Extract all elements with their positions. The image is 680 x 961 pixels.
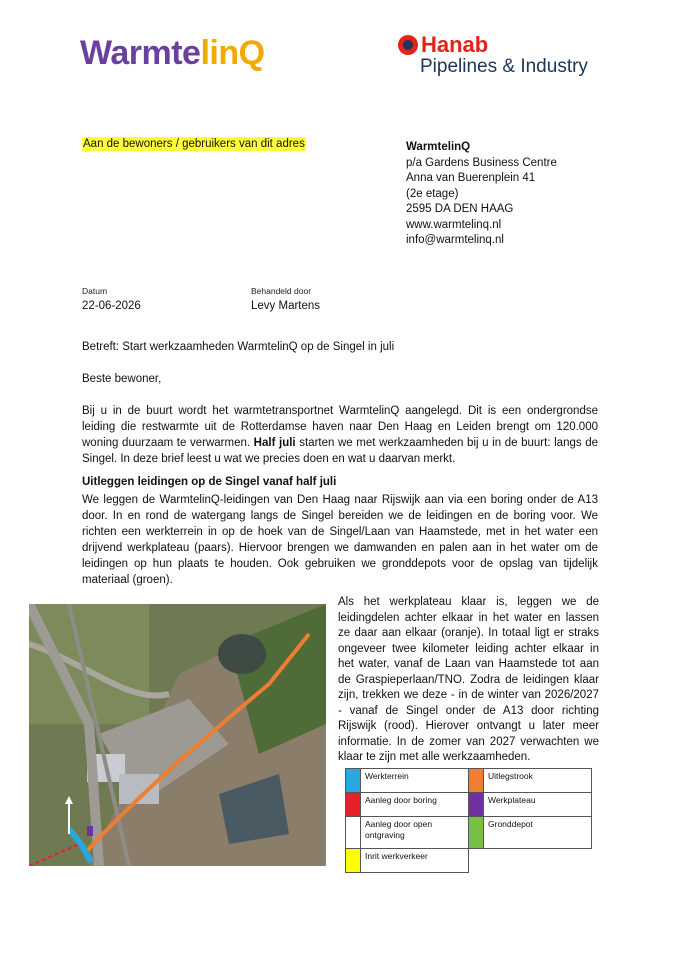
intro-text-1: Bij u in de buurt wordt het warmtetransportnet WarmtelinQ aangelegd. Dit is een ondergrondse leiding die restwarmte uit de Rotterdamse haven naar Den Haag en Leiden brengt om 120.000 woning duurzaam te verwarmen. <box>82 405 598 449</box>
legend-swatch-werkterrein <box>346 769 361 793</box>
date-label: Datum <box>82 286 108 296</box>
sender-line: 2595 DA DEN HAAG <box>406 203 514 215</box>
date-block <box>82 286 141 312</box>
legend-label: Gronddepot <box>484 817 592 849</box>
intro-text-2: starten we met werkzaamheden bij u in de buurt: langs de Singel. In deze brief leest u wat we precies doen en wat u daarvan merkt. <box>82 437 599 465</box>
legend-swatch-werkplateau <box>469 793 484 817</box>
sender-line: p/a Gardens Business Centre <box>406 156 557 169</box>
legend-swatch-gronddepot <box>469 817 484 849</box>
sender-line: Anna van Buerenplein 41 <box>406 172 536 184</box>
legend-swatch-inrit <box>346 849 361 873</box>
legend-label: Werkplateau <box>484 793 592 817</box>
aerial-map-photo <box>29 604 326 866</box>
legend-label: Aanleg door open ontgraving <box>361 817 469 849</box>
hanab-logo <box>398 34 588 78</box>
intro-paragraph <box>82 403 598 467</box>
greeting: Beste bewoner, <box>82 373 162 385</box>
logo-warmte-part: Warmte <box>80 34 201 72</box>
legend-label: Werkterrein <box>361 769 469 793</box>
map-legend <box>345 768 592 873</box>
legend-row <box>346 769 592 793</box>
date-value: 22-06-2026 <box>82 300 141 312</box>
section-heading: Uitleggen leidingen op de Singel vanaf half juli <box>82 476 337 488</box>
legend-label: Uitlegstrook <box>484 769 592 793</box>
hanab-name: Hanab <box>421 32 489 57</box>
handled-by-label: Behandeld door <box>251 286 312 296</box>
sender-website-link[interactable]: www.warmtelinq.nl <box>406 218 502 231</box>
legend-swatch-boring <box>346 793 361 817</box>
addressee-line: Aan de bewoners / gebruikers van dit adres <box>83 138 305 150</box>
legend-label: Inrit werkverkeer <box>361 849 469 873</box>
subject-line: Betreft: Start werkzaamheden WarmtelinQ op de Singel in juli <box>82 341 395 353</box>
sender-line: (2e etage) <box>406 187 459 200</box>
legend-row <box>346 817 592 849</box>
legend-row <box>346 793 592 817</box>
logo-linq-part: linQ <box>200 34 265 72</box>
hanab-mark-icon <box>398 35 418 55</box>
aerial-map-graphic <box>29 604 326 866</box>
sender-address <box>406 140 557 249</box>
legend-swatch-uitlegstrook <box>469 769 484 793</box>
legend-swatch-open-ontgraving <box>346 817 361 849</box>
warmtelinq-logo <box>80 36 265 70</box>
section-paragraph: We leggen de WarmtelinQ-leidingen van Den Haag naar Rijswijk aan via een boring onder de A13 door. In en rond de watergang langs de Singel bereiden we de leidingen en de boring voor. We richten een werkterrein in op de hoek van de Singel/Laan van Haamstede, met in het water een drijvend werkplateau (paars). Hiervoor brengen we damwanden en palen aan in het water om de leidingen op hun plaats te houden. Ook gebruiken we gronddepots voor de opslag van tijdelijk materiaal (groen). <box>82 494 598 586</box>
side-paragraph: Als het werkplateau klaar is, leggen we de leidingdelen achter elkaar in het water en lassen ze daar aan elkaar (oranje). In totaal ligt er straks ongeveer twee kilometer leiding achter elkaar in het water, vanaf de Laan van Haamstede tot aan de Graspieperlaan/TNO. Zodra de leidingen klaar zijn, trekken we deze - in de winter van 2026/2027 - vanaf de Singel onder de A13 door richting Rijswijk (rood). Hierover ontvangt u later meer informatie. In de zomer van 2027 verwachten we klaar te zijn met alle werkzaamheden. <box>338 596 599 763</box>
handled-by-block <box>251 286 320 312</box>
sender-name: WarmtelinQ <box>406 141 471 153</box>
intro-bold: Half juli <box>253 437 296 449</box>
hanab-subtitle: Pipelines & Industry <box>420 56 588 77</box>
handled-by-value: Levy Martens <box>251 300 321 312</box>
sender-email-link[interactable]: info@warmtelinq.nl <box>406 234 504 246</box>
legend-row <box>346 849 592 873</box>
legend-label: Aanleg door boring <box>361 793 469 817</box>
